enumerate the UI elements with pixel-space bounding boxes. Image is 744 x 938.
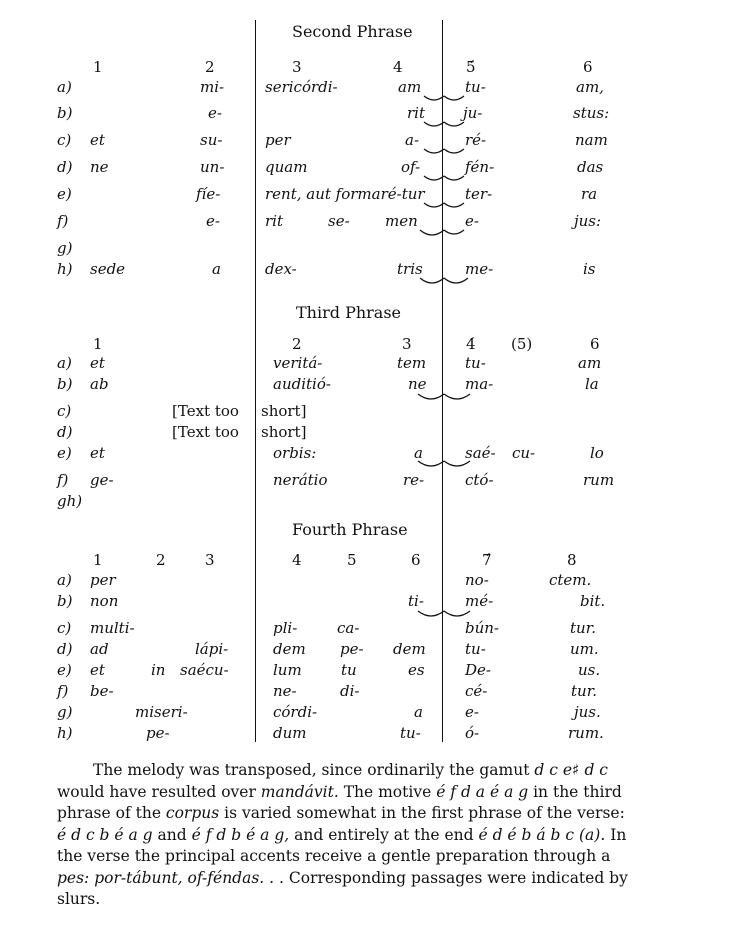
syllable: et [90,354,105,372]
row-label: d) [57,158,73,176]
row-label: g) [57,239,73,257]
row-label: d) [57,423,73,441]
paragraph-line [57,889,647,911]
syllable: se- [328,212,350,230]
syllable: et [90,661,105,679]
syllable: tu- [465,640,486,658]
slur [444,176,464,180]
syllable: me- [465,260,494,278]
slur [424,122,444,126]
syllable: ca- [337,619,360,637]
slur [418,394,444,399]
syllable: saé- [465,444,496,462]
syllable: is [583,260,596,278]
syllable: am, [576,78,604,96]
slur [444,611,470,616]
text-run: mandávit. [260,782,339,801]
column-number: 4 [393,58,403,76]
syllable: rum. [568,724,604,742]
syllable: ju- [463,104,483,122]
syllable: nerátio [273,471,328,489]
column-number: 3 [292,58,302,76]
column-number: 4́ [466,335,476,353]
row-label: b) [57,592,73,610]
syllable: tu- [465,354,486,372]
syllable: no- [465,571,489,589]
text-run: phrase of the [57,804,166,822]
section-title: Third Phrase [296,303,402,322]
syllable: a [414,444,423,462]
syllable: pli- [273,619,298,637]
syllable: e- [465,212,479,230]
paragraph-line [57,846,647,868]
syllable: di- [340,682,360,700]
column-number: 6 [583,58,593,76]
syllable: ma- [465,375,494,393]
column-number: 2 [156,551,166,569]
syllable: us. [578,661,601,679]
row-label: f) [57,212,69,230]
syllable: per [265,131,291,149]
syllable: ctó- [465,471,494,489]
syllable: rit [407,104,425,122]
syllable: tu- [400,724,421,742]
paragraph-line [57,803,647,825]
slur [444,96,464,100]
syllable: of- [401,158,421,176]
column-number: 3 [402,335,412,353]
row-label: e) [57,185,72,203]
syllable: ctem. [549,571,592,589]
slur [420,230,444,235]
slur [444,203,464,207]
column-number: 3 [205,551,215,569]
syllable: men [385,212,418,230]
paragraph-line [57,825,647,847]
column-number: 6 [411,551,421,569]
section-title: Second Phrase [292,22,413,41]
syllable: un- [200,158,225,176]
syllable: ó- [465,724,480,742]
text-run: The motive [338,782,437,801]
column-number: (5) [511,335,533,353]
text-run: é f d b é a g, [191,825,290,844]
text-note: short] [261,402,307,420]
syllable: la [585,375,599,393]
syllable: dum [273,724,307,742]
syllable: pe- [340,640,364,658]
slur [420,278,444,283]
syllable: orbis: [273,444,317,462]
syllable: lo [590,444,604,462]
syllable: lum [273,661,302,679]
syllable: quam [265,158,308,176]
syllable: miseri- [135,703,188,721]
slur [418,611,444,616]
row-label: e) [57,661,72,679]
syllable: am [578,354,602,372]
row-label: e) [57,444,72,462]
text-run: é d é b á b c (a). [478,825,606,844]
text-run: d c e♯ d c [534,761,608,779]
syllable: ne- [273,682,297,700]
syllable: ra [581,185,598,203]
paragraph-line [57,868,647,890]
syllable: a- [405,131,420,149]
syllable: tris [397,260,423,278]
syllable: e- [206,212,220,230]
row-label: g) [57,703,73,721]
text-run: and [152,825,192,844]
row-label: f) [57,471,69,489]
syllable: De- [465,661,491,679]
syllable: dex- [265,260,297,278]
column-number: 7́ [482,551,492,569]
row-label: c) [57,619,72,637]
row-label: h) [57,260,73,278]
syllable: tur. [571,682,597,700]
syllable: ne [90,158,109,176]
row-label: c) [57,131,72,149]
slur [424,176,444,180]
section-title: Fourth Phrase [292,520,408,539]
column-number: 5́ [466,58,476,76]
syllable: non [90,592,119,610]
syllable: ré- [465,131,487,149]
text-note: [Text too [172,402,239,420]
syllable: veritá- [273,354,323,372]
slur [424,149,444,153]
column-number: 2 [292,335,302,353]
syllable: et [90,444,105,462]
syllable: ad [90,640,109,658]
syllable: a [414,703,423,721]
syllable: a [212,260,221,278]
text-run: is varied somewhat in the first phrase of the verse: [219,804,625,822]
syllable: et [90,131,105,149]
syllable: es [408,661,425,679]
syllable: ti- [408,592,424,610]
column-number: 8 [567,551,577,569]
row-label: h) [57,724,73,742]
syllable: ab [90,375,109,393]
column-number: 1 [93,58,103,76]
syllable: tu- [465,78,486,96]
syllable: tem [397,354,427,372]
syllable: ne [408,375,427,393]
syllable: cé- [465,682,488,700]
slur [444,230,464,234]
syllable: re- [403,471,425,489]
slur [424,96,444,100]
syllable: bit. [580,592,606,610]
row-label: c) [57,402,72,420]
syllable: auditió- [273,375,331,393]
text-run: corpus [165,804,220,822]
syllable: multi- [90,619,135,637]
paragraph-line [57,760,647,782]
syllable: cu- [512,444,536,462]
syllable: stus: [573,104,610,122]
syllable: dem [273,640,306,658]
text-note: [Text too [172,423,239,441]
syllable: um. [570,640,599,658]
syllable: sede [90,260,126,278]
column-number: 5 [347,551,357,569]
syllable: bún- [465,619,499,637]
row-label: a) [57,354,72,372]
text-note: short] [261,423,307,441]
text-run: The melody was transposed, since ordinarily the gamut [93,761,535,779]
syllable: jus: [574,212,602,230]
syllable: su- [200,131,223,149]
syllable: am [398,78,422,96]
text-run: in the third [528,782,622,801]
slur [444,149,464,153]
column-number: 2 [205,58,215,76]
syllable: in [151,661,166,679]
syllable: sericórdi- [265,78,338,96]
syllable: be- [90,682,114,700]
syllable: rit [265,212,283,230]
row-label: d) [57,640,73,658]
text-run: slurs. [57,890,101,908]
column-number: 6 [590,335,600,353]
text-run: the verse the principal accents receive a gentle preparation through a [57,847,611,865]
syllable: saécu- [180,661,229,679]
syllable: fén- [465,158,495,176]
syllable: fíe- [196,185,221,203]
slur [444,122,464,126]
syllable: jus. [574,703,601,721]
text-run: pes: por-tábunt, of-féndas. . . [57,868,284,887]
syllable: e- [465,703,479,721]
row-label: a) [57,78,72,96]
syllable: mi- [200,78,225,96]
slur [444,278,468,283]
text-run: é f d a é a g [436,782,529,801]
syllable: pe- [146,724,170,742]
syllable: dem [393,640,426,658]
column-number: 1 [93,551,103,569]
syllable: tur. [570,619,596,637]
commentary-paragraph [57,760,647,911]
syllable: tu [341,661,357,679]
syllable: córdi- [273,703,318,721]
syllable: ter- [465,185,493,203]
text-run: é d c b é a g [57,825,153,844]
row-label: b) [57,375,73,393]
syllable: e- [208,104,222,122]
syllable: das [577,158,604,176]
row-label: b) [57,104,73,122]
syllable: rum [583,471,615,489]
syllable: per [90,571,116,589]
row-label: a) [57,571,72,589]
syllable: nam [575,131,608,149]
text-run: would have resulted over [57,782,261,801]
text-run: In [605,825,627,844]
syllable: ge- [90,471,114,489]
syllable: mé- [465,592,494,610]
syllable: lápi- [195,640,229,658]
row-label: gh) [57,492,83,510]
syllable: rent, aut formaré-tur [265,185,425,203]
text-run: Corresponding passages were indicated by [283,868,628,887]
row-label: f) [57,682,69,700]
column-number: 4 [292,551,302,569]
paragraph-line [57,782,647,804]
slur [424,203,444,207]
slur [444,394,470,399]
text-run: and entirely at the end [289,825,479,844]
column-number: 1 [93,335,103,353]
